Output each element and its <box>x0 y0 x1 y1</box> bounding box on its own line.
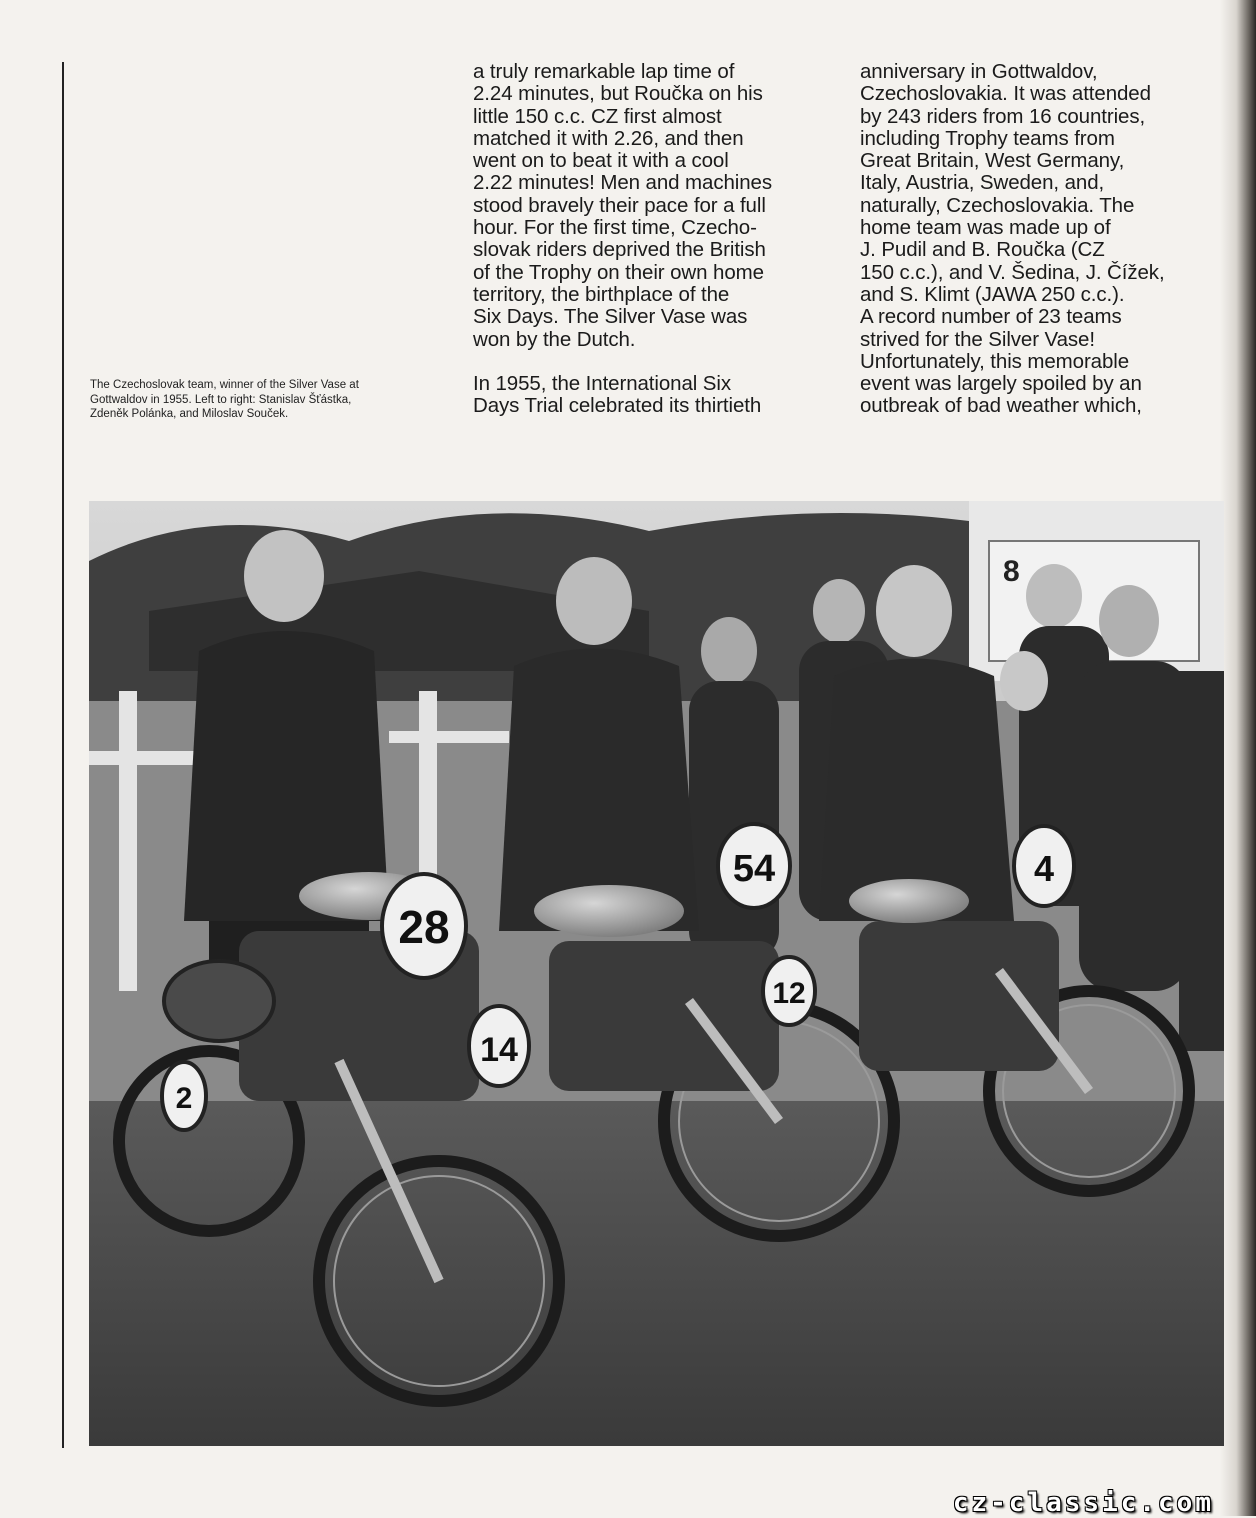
text-line: Six Days. The Silver Vase was <box>473 305 748 329</box>
paragraph <box>473 373 843 418</box>
caption-line: Gottwaldov in 1955. Left to right: Stanislav Šťástka, <box>90 393 352 406</box>
caption-line: Zdeněk Polánka, and Miloslav Souček. <box>90 408 289 420</box>
plate-number: 54 <box>732 848 776 890</box>
text-line: 2.22 minutes! Men and machines <box>473 171 772 195</box>
caption-line: The Czechoslovak team, winner of the Silver Vase at <box>90 379 359 391</box>
plate-number: 28 <box>398 901 450 953</box>
text-line: territory, the birthplace of the <box>473 282 730 306</box>
text-column-1 <box>473 61 843 417</box>
text-line: Days Trial celebrated its thirtieth <box>473 394 762 418</box>
text-line: event was largely spoiled by an <box>860 372 1142 396</box>
text-line: of the Trophy on their own home <box>473 260 764 284</box>
text-line: hour. For the first time, Czecho- <box>473 216 757 240</box>
text-line: and S. Klimt (JAWA 250 c.c.). <box>860 282 1125 306</box>
text-line: little 150 c.c. CZ first almost <box>473 104 722 128</box>
plate-number: 2 <box>175 1082 193 1115</box>
text-line: Unfortunately, this memorable <box>860 349 1130 373</box>
text-line: Great Britain, West Germany, <box>860 149 1125 173</box>
text-line: a truly remarkable lap time of <box>473 60 735 83</box>
plate-number: 12 <box>772 977 806 1010</box>
team-photo <box>89 501 1224 1446</box>
plate-number: 14 <box>480 1031 518 1069</box>
paragraph <box>860 61 1210 418</box>
plate-number: 4 <box>1033 848 1055 889</box>
text-line: A record number of 23 teams <box>860 305 1122 329</box>
text-line: Italy, Austria, Sweden, and, <box>860 171 1105 195</box>
text-line: won by the Dutch. <box>473 327 636 351</box>
text-line: In 1955, the International Six <box>473 371 731 395</box>
text-column-2 <box>860 61 1210 418</box>
text-line: naturally, Czechoslovakia. The <box>860 193 1135 217</box>
text-line: 150 c.c.), and V. Šedina, J. Čížek, <box>860 260 1165 284</box>
text-line: anniversary in Gottwaldov, <box>860 60 1098 83</box>
page-edge-shadow <box>1220 0 1256 1516</box>
text-line: matched it with 2.26, and then <box>473 126 744 150</box>
text-line: went on to beat it with a cool <box>473 149 729 173</box>
paragraph <box>473 61 843 351</box>
text-line: J. Pudil and B. Roučka (CZ <box>860 238 1105 262</box>
text-line: outbreak of bad weather which, <box>860 394 1142 418</box>
text-line: 2.24 minutes, but Roučka on his <box>473 82 763 106</box>
text-line: slovak riders deprived the British <box>473 238 766 262</box>
margin-rule <box>62 62 64 1448</box>
watermark: cz-classic.com <box>952 1488 1214 1518</box>
text-line: Czechoslovakia. It was attended <box>860 82 1151 106</box>
sign-number: 8 <box>1003 555 1020 588</box>
text-line: home team was made up of <box>860 216 1111 240</box>
text-line: by 243 riders from 16 countries, <box>860 104 1146 128</box>
text-line: stood bravely their pace for a full <box>473 193 766 217</box>
text-line: strived for the Silver Vase! <box>860 327 1095 351</box>
photo-caption <box>90 378 440 422</box>
text-line: including Trophy teams from <box>860 126 1115 150</box>
